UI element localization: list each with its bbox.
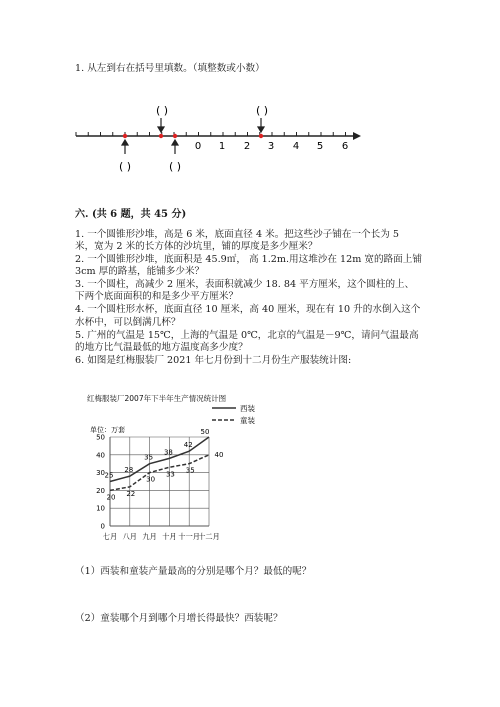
- problem-line: 4. 一个圆柱形水杯，底面直径 10 厘米，高 40 厘米，现在有 10 升的水倒入这个: [75, 304, 421, 315]
- data-label: 30: [146, 475, 156, 484]
- red-point: [159, 134, 163, 138]
- line-chart: [75, 389, 275, 547]
- series-line-suits: [110, 437, 209, 482]
- arrow-down-icon: [158, 118, 164, 132]
- tick-label: 2: [243, 141, 251, 152]
- problem-line: 6. 如图是红梅服装厂 2021 年七月份到十二月份生产服装统计图:: [75, 355, 352, 366]
- y-tick-label: 40: [96, 451, 105, 460]
- data-label: 35: [185, 466, 195, 475]
- red-point: [123, 134, 127, 138]
- tick-label: 3: [267, 141, 275, 152]
- x-tick-label: 九月: [142, 532, 157, 541]
- tick-label: 0: [194, 141, 202, 152]
- sub-question-2: （2）童装哪个月到哪个月增长得最快？西装呢？: [75, 613, 283, 624]
- arrow-down-icon: [258, 118, 264, 132]
- problem-line: 下两个底面面积的和是多少平方厘米？: [75, 291, 239, 302]
- y-tick-label: 10: [96, 504, 105, 513]
- y-tick-label: 20: [96, 486, 105, 495]
- tick-label: 5: [316, 141, 324, 152]
- problem-line: 2. 一个圆锥形沙堆，底面积是 45.9㎡， 高 1.2m.用这堆沙在 12m 宽的路面上铺: [75, 254, 422, 265]
- x-tick-label: 十二月: [198, 532, 220, 541]
- data-label: 28: [124, 466, 134, 475]
- chart-title: 红梅服装厂2007年下半年生产情况统计图: [87, 394, 227, 403]
- unit-label: 单位：万套: [90, 426, 125, 434]
- x-tick-label: 七月: [102, 532, 118, 541]
- blank-paren-bottom: ( ): [168, 160, 182, 173]
- legend: [212, 403, 255, 425]
- problem-line: 5. 广州的气温是 15℃，上海的气温是 0℃，北京的气温是－9℃，请问气温最高: [75, 330, 419, 341]
- problem-line: 1. 一个圆锥形沙堆，高是 6 米，底面直径 4 米。把这些沙子铺在一个长为 5: [75, 229, 399, 240]
- arrow-head-icon: [353, 132, 361, 140]
- data-label: 25: [104, 471, 114, 480]
- problem-line: 3. 一个圆柱，高减少 2 厘米，表面积就减少 18. 84 平方厘米，这个圆柱的上、: [75, 279, 415, 290]
- data-label: 33: [165, 470, 175, 479]
- y-tick-label: 30: [96, 469, 105, 478]
- problem-line: 3cm 厚的路基，能铺多少米？: [75, 266, 205, 277]
- legend-label: 西装: [240, 404, 255, 413]
- arrow-up-icon: [122, 140, 128, 154]
- x-tick-label: 八月: [122, 532, 137, 541]
- blank-paren-bottom: ( ): [118, 160, 132, 173]
- legend-label: 童装: [240, 416, 255, 425]
- red-point: [173, 134, 177, 138]
- data-label: 35: [144, 453, 154, 462]
- tick-label: 6: [341, 141, 349, 152]
- problem-line: 水杯中，可以倒满几杯？: [75, 317, 181, 328]
- data-label: 22: [126, 489, 136, 498]
- red-point: [259, 134, 263, 138]
- sub-question-1: （1）西装和童装产量最高的分别是哪个月？最低的呢？: [75, 566, 312, 577]
- data-label: 40: [214, 450, 224, 459]
- data-label: 38: [163, 448, 173, 457]
- tick-label: 4: [292, 141, 300, 152]
- y-tick-label: 0: [100, 522, 105, 531]
- arrow-up-icon: [172, 140, 178, 154]
- blank-paren-top: ( ): [155, 104, 169, 117]
- question-1: 1. 从左到右在括号里填数。（填整数或小数）: [75, 63, 265, 74]
- blank-paren-top: ( ): [255, 104, 269, 117]
- data-label: 50: [200, 428, 210, 436]
- x-tick-label: 十月: [162, 532, 177, 541]
- data-label: 42: [183, 441, 193, 450]
- section-title: 六. (共 6 题，共 45 分): [75, 209, 187, 220]
- y-tick-label: 50: [96, 433, 105, 442]
- x-tick-label: 十一月: [178, 532, 200, 541]
- data-label: 20: [106, 493, 116, 502]
- problem-line: 的地方比气温最低的地方温度高多少度？: [75, 342, 248, 353]
- problem-line: 米，宽为 2 米的长方体的沙坑里，铺的厚度是多少厘米？: [75, 241, 318, 252]
- tick-label: 1: [218, 141, 226, 152]
